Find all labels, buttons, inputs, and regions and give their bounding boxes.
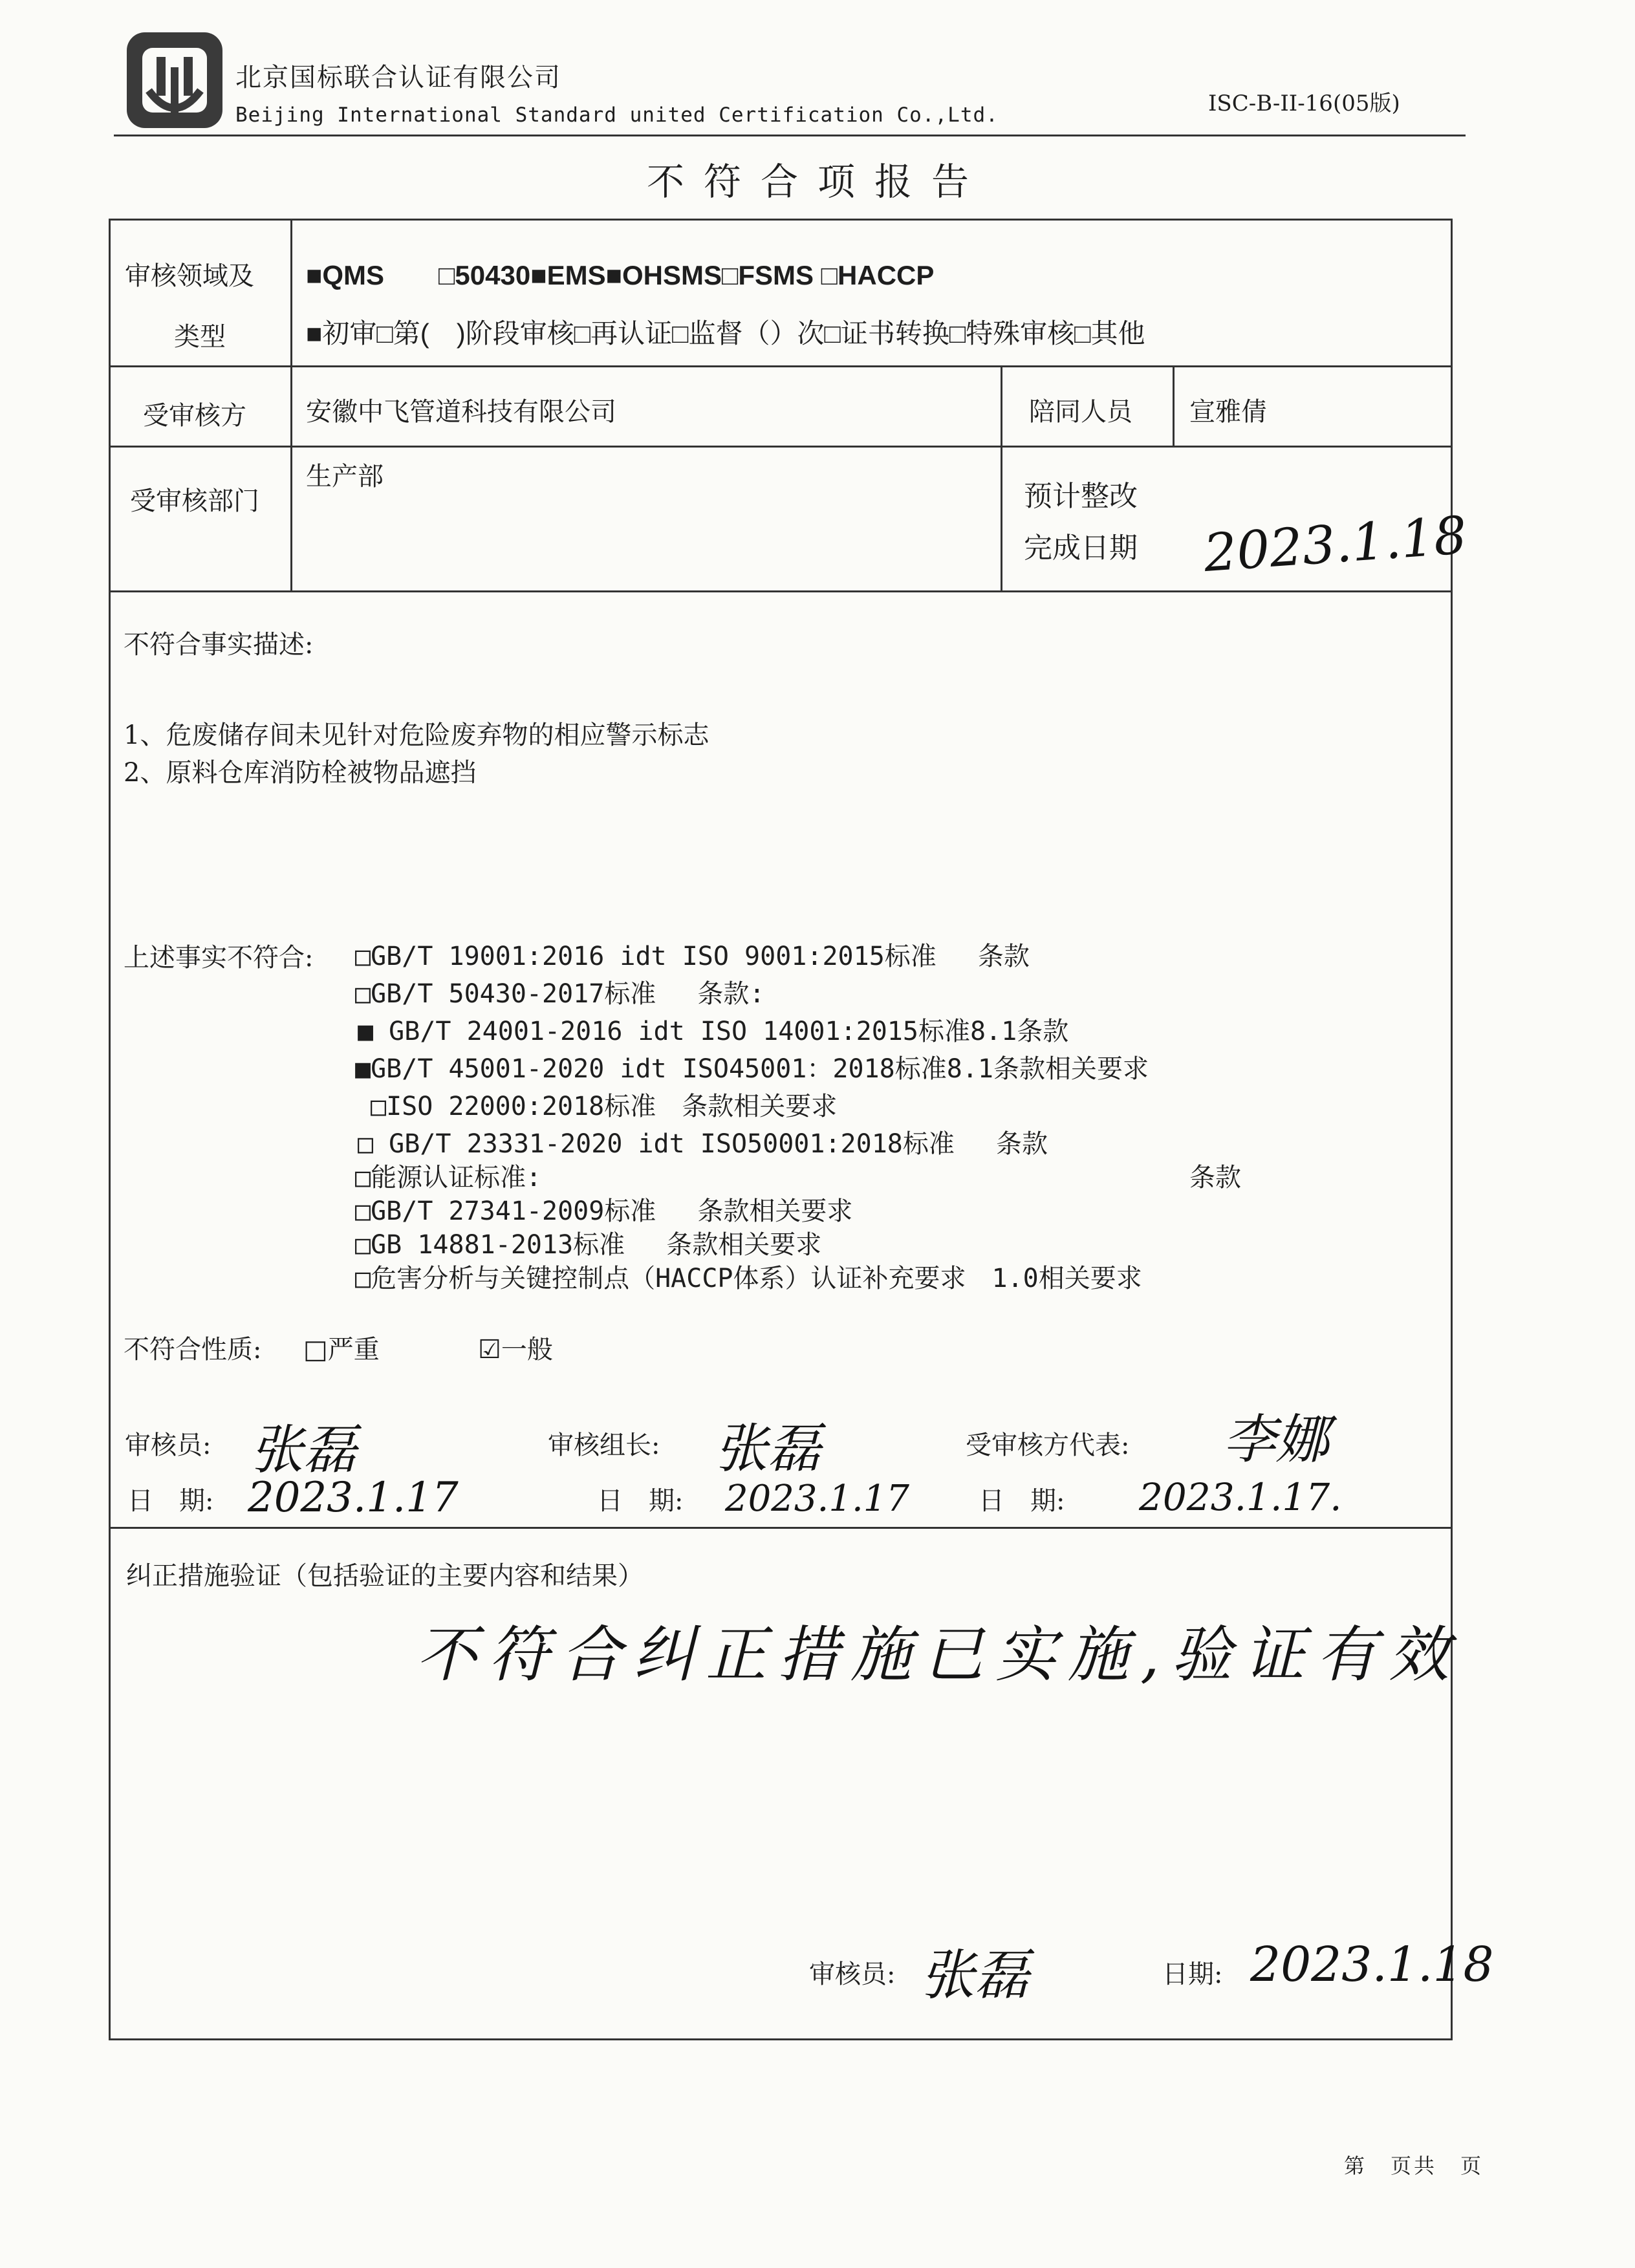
verification-date-label: 日期: — [1162, 1960, 1223, 1989]
nature-label: 不符合性质: — [124, 1335, 262, 1365]
leader-signature: 张磊 — [715, 1418, 821, 1480]
management-systems-checkboxes: ■QMS □50430■EMS■OHSMS□FSMS □HACCP — [306, 260, 935, 290]
standard-item: □GB 14881-2013标准 条款相关要求 — [355, 1230, 822, 1260]
standard-item: □危害分析与关键控制点（HACCP体系）认证补充要求 1.0相关要求 — [355, 1264, 1142, 1293]
due-date-label-line2: 完成日期 — [1024, 532, 1138, 565]
verification-auditor-label: 审核员: — [809, 1960, 896, 1989]
department-value: 生产部 — [306, 462, 384, 491]
audit-area-label: 审核领域及 — [125, 261, 254, 291]
col-divider — [1173, 365, 1175, 446]
auditor-signature: 张磊 — [250, 1420, 356, 1481]
standard-item: ■GB/T 45001-2020 idt ISO45001：2018标准8.1条款相关要求 — [355, 1054, 1149, 1084]
audit-type-checkboxes: ■初审□第( )阶段审核□再认证□监督（）次□证书转换□特殊审核□其他 — [306, 318, 1145, 349]
escort-name: 宣雅倩 — [1189, 397, 1267, 427]
escort-label: 陪同人员 — [1029, 397, 1132, 427]
col-divider — [290, 221, 292, 590]
row-divider — [111, 446, 1451, 448]
standard-item: ■ GB/T 24001-2016 idt ISO 14001:2015标准8.1条款 — [358, 1017, 1069, 1046]
nature-serious: □严重 — [303, 1335, 380, 1365]
row-divider — [111, 1527, 1451, 1529]
energy-clause-label: 条款 — [1189, 1163, 1241, 1193]
row-divider — [111, 590, 1451, 592]
standards-label: 上述事实不符合: — [124, 943, 314, 973]
nonconformity-label: 不符合事实描述: — [124, 630, 314, 660]
department-label: 受审核部门 — [130, 486, 259, 516]
company-name-en: Beijing International Standard united Certification Co.,Ltd. — [235, 103, 999, 127]
date-label: 日 期: — [127, 1486, 214, 1516]
representative-signature: 李娜 — [1223, 1409, 1329, 1471]
report-form — [109, 219, 1494, 2040]
representative-date-handwritten: 2023.1.17. — [1139, 1475, 1342, 1519]
leader-date-handwritten: 2023.1.17 — [725, 1478, 910, 1520]
verification-date-handwritten: 2023.1.18 — [1250, 1937, 1494, 1993]
date-label: 日 期: — [597, 1486, 684, 1516]
col-divider — [1001, 365, 1002, 590]
verification-result-handwritten: 不符合纠正措施已实施,验证有效 — [416, 1620, 1461, 1690]
nonconformity-item-2: 2、原料仓库消防栓被物品遮挡 — [124, 758, 477, 788]
form-code: ISC-B-II-16(05版) — [1208, 91, 1400, 116]
company-logo-icon — [123, 28, 226, 132]
company-name-cn: 北京国标联合认证有限公司 — [235, 63, 561, 92]
auditee-name: 安徽中飞管道科技有限公司 — [306, 397, 616, 427]
auditor-date-handwritten: 2023.1.17 — [248, 1474, 459, 1522]
nature-general: ☑一般 — [478, 1335, 553, 1365]
verification-label: 纠正措施验证（包括验证的主要内容和结果） — [126, 1561, 644, 1591]
due-date-handwritten: 2023.1.18 — [1202, 504, 1469, 584]
standard-item: □GB/T 19001:2016 idt ISO 9001:2015标准 条款 — [355, 942, 1030, 971]
standard-item: □能源认证标准: — [355, 1163, 542, 1193]
standard-item: □GB/T 50430-2017标准 条款: — [355, 979, 765, 1009]
standard-item: □GB/T 27341-2009标准 条款相关要求 — [355, 1196, 853, 1226]
page-number: 第 页共 页 — [1344, 2154, 1484, 2178]
auditor-label: 审核员: — [125, 1431, 211, 1460]
nonconformity-item-1: 1、危废储存间未见针对危险废弃物的相应警示标志 — [124, 720, 709, 750]
header-divider — [114, 135, 1466, 136]
audit-area-label-type: 类型 — [174, 322, 226, 352]
due-date-label-line1: 预计整改 — [1024, 480, 1138, 513]
date-label: 日 期: — [979, 1486, 1065, 1516]
leader-label: 审核组长: — [548, 1431, 660, 1460]
verification-auditor-signature: 张磊 — [920, 1943, 1030, 2007]
standard-item: □ISO 22000:2018标准 条款相关要求 — [371, 1092, 838, 1121]
row-divider — [111, 365, 1451, 367]
standard-item: □ GB/T 23331-2020 idt ISO50001:2018标准 条款 — [358, 1129, 1048, 1159]
representative-label: 受审核方代表: — [966, 1431, 1130, 1460]
auditee-label: 受审核方 — [143, 401, 246, 431]
document-title: 不符合项报告 — [646, 160, 988, 204]
